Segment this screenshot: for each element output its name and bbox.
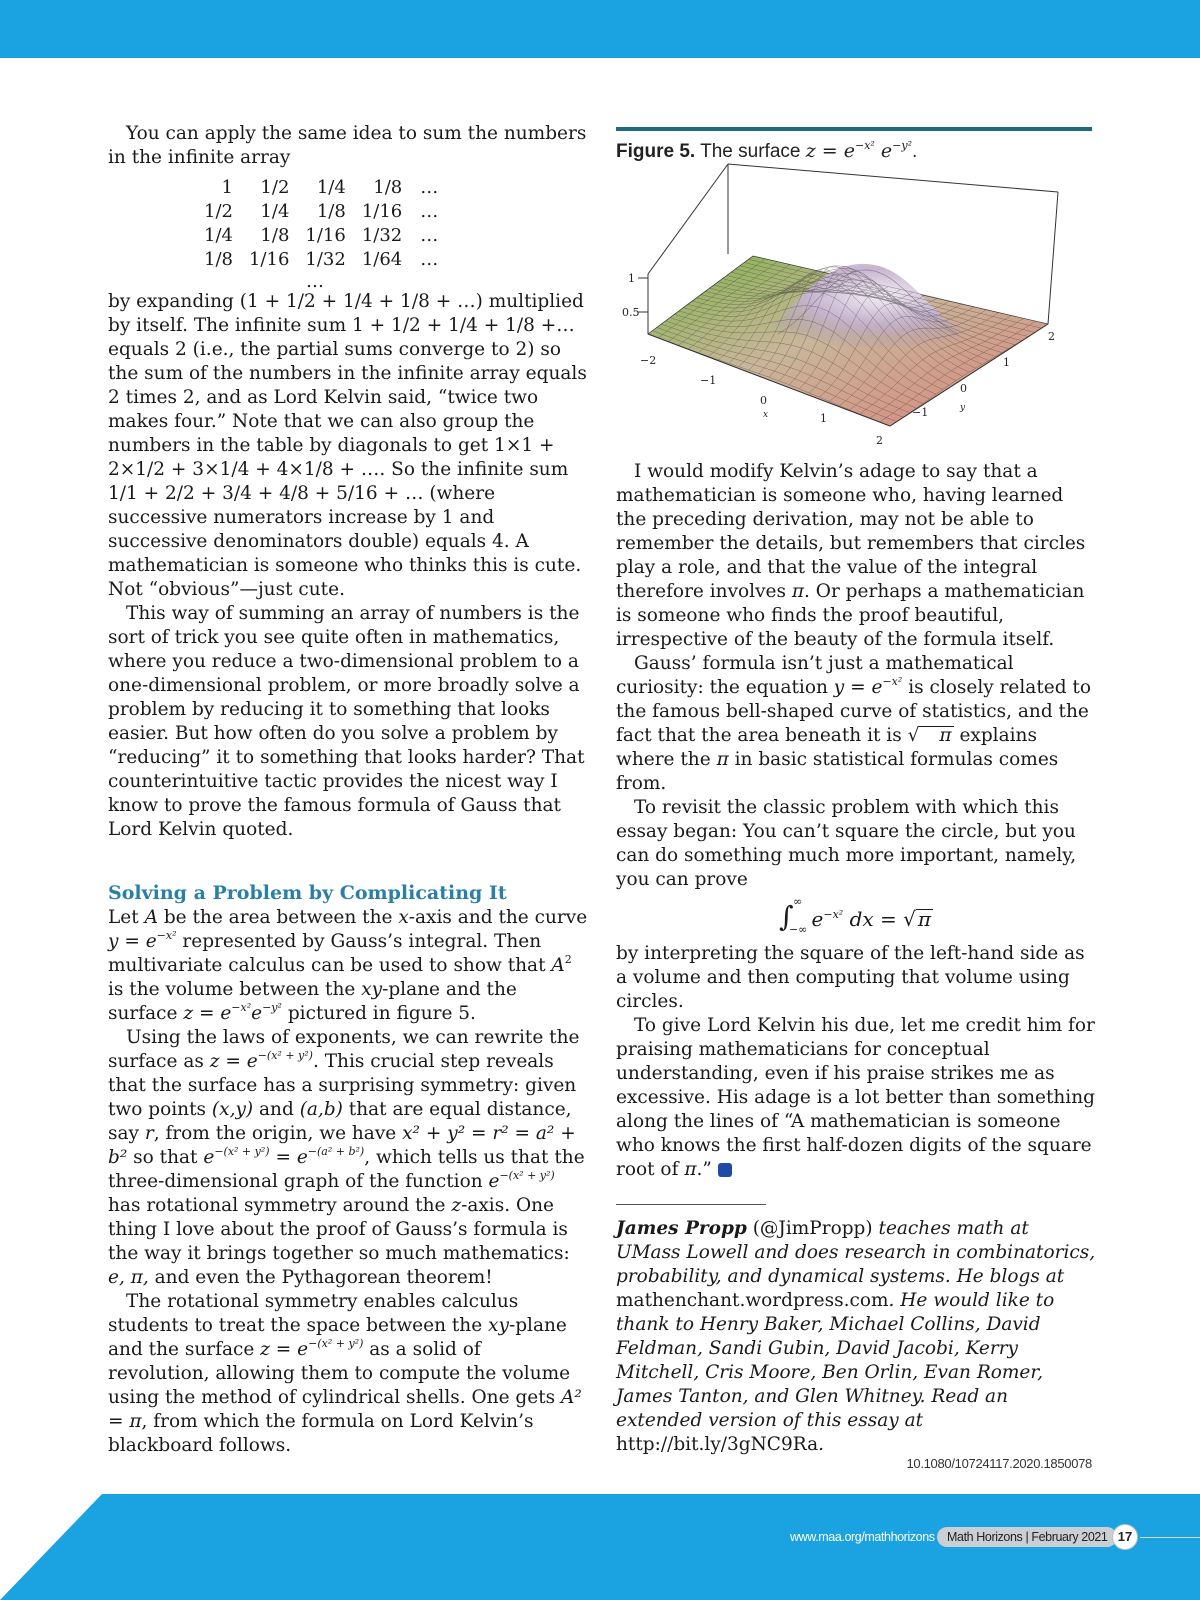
y-tick-label: 2: [1048, 330, 1055, 343]
footer-magazine: Math Horizons | February 2021: [937, 1527, 1117, 1547]
paragraph-bell-curve: Gauss’ formula isn’t just a mathematical curiosity: the equation $y = e^{-x^2}$ is closely related to the famous bell-shaped curve of statistics, and the fact that the area beneath it is √ π explains where the π in basic statistical formulas comes from.: [616, 653, 1092, 794]
array-cell: 1/4: [316, 177, 346, 198]
blog-link[interactable]: mathenchant.wordpress.com: [616, 1290, 889, 1311]
figure-rule: [616, 127, 1092, 131]
z-tick-label: 0.5: [622, 306, 640, 319]
array-cell: 1/32: [361, 225, 403, 246]
left-column: [108, 122, 588, 1458]
bottom-color-band: [0, 1494, 1200, 1600]
array-cell: …: [420, 225, 439, 246]
bio-divider: [616, 1204, 766, 1205]
array-row: [196, 248, 446, 272]
x-tick-label: 2: [876, 434, 883, 447]
x-tick-label: 1: [820, 412, 827, 425]
z-tick-label: 1: [628, 272, 635, 285]
array-cell: …: [420, 177, 439, 198]
x-tick-label: 0: [760, 394, 767, 407]
paragraph-intro: You can apply the same idea to sum the numbers in the infinite array: [108, 123, 587, 168]
gauss-integral-equation: ∫ ∞ −∞ $e^{-x^2}$ dx = √ π: [778, 895, 932, 936]
array-cell: 1/8: [260, 225, 290, 246]
array-cell: 1: [221, 177, 233, 198]
array-cell: 1/4: [204, 225, 233, 246]
x-axis-label: x: [763, 410, 769, 420]
array-cell: 1/8: [316, 201, 346, 222]
array-cell: 1/2: [260, 177, 290, 198]
infinite-array: [108, 176, 588, 272]
paragraph-exponents: Using the laws of exponents, we can rewrite the surface as $z = e^{-(x^2 + y^2)}$. This crucial step reveals that the surface has a surprising symmetry: given two points (x,y) and (a,b) that are equal distance, say r, from the origin, we have x² + y² = r² = a² + b² so that $e^{-(x^2 + y^2)} = e^{-(a^2 + b^2)}$, which tells us that the three-dimensional graph of the function $e^{-(x^2 + y^2)}$ has rotational symmetry around the z-axis. One thing I love about the proof of Gauss’s formula is the way it brings together so much mathematics: e, π, and even the Pythagorean theorem!: [108, 1027, 585, 1288]
y-tick-label: 0: [960, 382, 967, 395]
array-cell: …: [420, 201, 439, 222]
equation-surface: $z = e^{-x^2}e^{-y^2}$: [183, 1001, 282, 1024]
array-cell: 1/16: [305, 225, 346, 246]
top-color-band: [0, 0, 1200, 58]
figure-caption: Figure 5. The surface $z = e^{-x^2}$ $e^{-y^2}$.: [616, 139, 918, 162]
paragraph-revisit: To revisit the classic problem with which this essay began: You can’t square the circle, but you can do something much more important, namely, you can prove: [616, 797, 1077, 890]
end-mark-icon: [718, 1163, 732, 1177]
array-cell: 1/8: [373, 177, 403, 198]
paragraph-kelvin-due: To give Lord Kelvin his due, let me credit him for praising mathematicians for conceptual understanding, even if his praise strikes me as excessive. His adage is a lot better than something along the lines of “A mathematician is someone who knows the first half-dozen digits of the square root of π.”: [616, 1015, 1095, 1180]
equation-curve: $y = e^{-x^2}$: [108, 929, 177, 952]
x-tick-label: −1: [700, 374, 717, 387]
array-cell: …: [420, 249, 439, 270]
array-cell: 1/16: [248, 249, 290, 270]
array-vertical-dots: …: [306, 271, 324, 292]
gaussian-surface-plot: [622, 174, 1088, 456]
array-row: [196, 200, 446, 224]
array-table: [196, 176, 446, 272]
footer-line: [1140, 1537, 1200, 1538]
section-heading: Solving a Problem by Complicating It: [108, 882, 507, 904]
footer-url[interactable]: www.maa.org/mathhorizons: [790, 1530, 935, 1544]
array-cell: 1/4: [260, 201, 290, 222]
y-tick-label: −1: [912, 406, 929, 419]
paragraph-trick: This way of summing an array of numbers is the sort of trick you see quite often in mathematics, where you reduce a two-dimensional problem to a one-dimensional problem, or more broadly solve a problem by reducing it to something that looks easier. But how often do you solve a problem by “reducing” it to something that looks harder? That counterintuitive tactic provides the nicest way I know to prove the famous formula of Gauss that Lord Kelvin quoted.: [108, 603, 585, 840]
doi-text: 10.1080/10724117.2020.1850078: [906, 1456, 1092, 1471]
author-bio: James Propp (@JimPropp) teaches math at UMass Lowell and does research in combinatorics, probability, and dynamical systems. He blogs at mathenchant.wordpress.com. He would like to thank to Henry Baker, Michael Collins, David Feldman, Sandi Gubin, David Jacobi, Kerry Mitchell, Cris Moore, Ben Orlin, Evan Romer, James Tanton, and Glen Whitney. Read an extended version of this essay at http://bit.ly/3gNC9Ra.: [616, 1218, 1096, 1455]
z-axis: [622, 272, 648, 319]
bottom-band-cut: [0, 1494, 102, 1600]
paragraph-modify-adage: I would modify Kelvin’s adage to say that a mathematician is someone who, having learned the preceding derivation, may not be able to remember the details, but remembers that circles play a role, and that the value of the integral therefore involves π. Or perhaps a mathematician is someone who finds the proof beautiful, irrespective of the beauty of the formula itself.: [616, 461, 1086, 650]
array-cell: 1/64: [361, 249, 403, 270]
paragraph-expansion: by expanding (1 + 1/2 + 1/4 + 1/8 + …) multiplied by itself. The infinite sum 1 + 1/2 + 1/4 + 1/8 +… equals 2 (i.e., the partial sums converge to 2) so the sum of the numbers in the infinite array equals 2 times 2, and as Lord Kelvin said, “twice two makes four.” Note that we can also group the numbers in the table by diagonals to get 1×1 + 2×1/2 + 3×1/4 + 4×1/8 + …. So the infinite sum 1/1 + 2/2 + 3/4 + 4/8 + 5/16 + … (where successive numerators increase by 1 and successive denominators double) equals 4. A mathematician is someone who thinks this is cute. Not “obvious”—just cute.: [108, 291, 587, 600]
right-column: [616, 460, 1096, 1457]
array-row: [196, 176, 446, 200]
essay-link[interactable]: http://bit.ly/3gNC9Ra: [616, 1434, 819, 1455]
x-tick-label: −2: [640, 354, 657, 367]
y-tick-label: 1: [1003, 356, 1010, 369]
paragraph-revolution: The rotational symmetry enables calculus students to treat the space between the xy-plane and the surface $z = e^{-(x^2 + y^2)}$ as a solid of revolution, allowing them to compute the volume using the method of cylindrical shells. One gets A² = π, from which the formula on Lord Kelvin’s blackboard follows.: [108, 1291, 582, 1456]
array-cell: 1/8: [204, 249, 233, 270]
array-cell: 1/2: [204, 201, 233, 222]
y-axis-label: y: [960, 403, 966, 413]
array-row: [196, 224, 446, 248]
array-cell: 1/16: [361, 201, 403, 222]
paragraph-interpreting: by interpreting the square of the left-hand side as a volume and then computing that volume using circles.: [616, 943, 1085, 1012]
array-cell: 1/32: [305, 249, 346, 270]
page-number: 17: [1112, 1524, 1138, 1550]
paragraph-area: Let A be the area between the x-axis and the curve $y = e^{-x^2}$ represented by Gauss’s integral. Then multivariate calculus can be used to show that $A^2$ is the volume between the xy-plane and the surface $z = e^{-x^2}e^{-y^2}$ pictured in figure 5.: [108, 907, 588, 1024]
